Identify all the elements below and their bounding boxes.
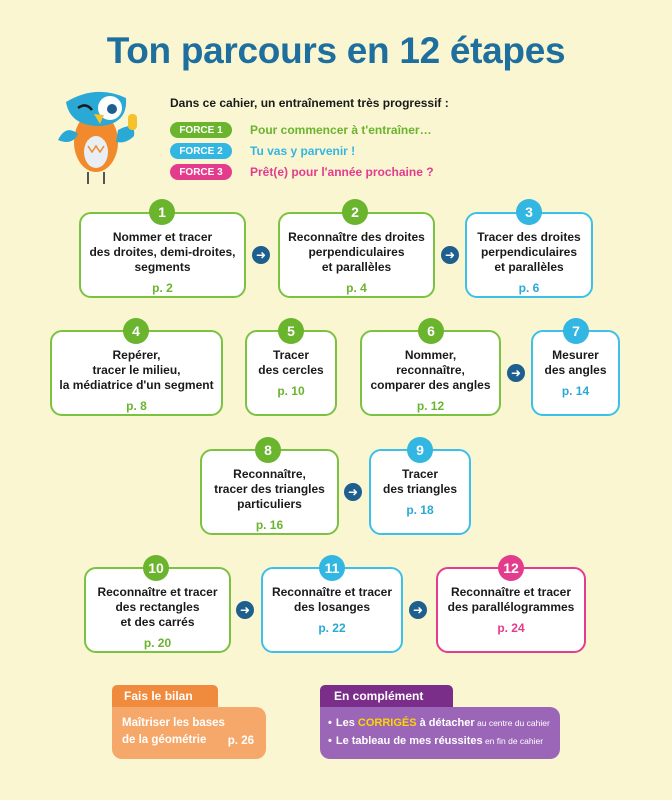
step-11-name: Reconnaître et tracer des losanges <box>271 585 393 614</box>
step-9-name: Tracer des triangles <box>382 467 458 496</box>
step-12-number: 12 <box>498 555 524 581</box>
owl-mascot-icon <box>52 80 144 188</box>
step-7-number: 7 <box>563 318 589 344</box>
bilan-tab: Fais le bilan <box>112 685 218 707</box>
step-6-name: Nommer, reconnaître, comparer des angles <box>370 348 491 392</box>
step-5-page: p. 10 <box>277 384 305 398</box>
step-1-name: Nommer et tracer des droites, demi-droites, segments <box>89 230 236 274</box>
step-2-number: 2 <box>342 199 368 225</box>
arrow-right-icon: ➜ <box>252 246 270 264</box>
force-3-badge: FORCE 3 <box>170 164 232 180</box>
arrow-right-icon: ➜ <box>344 483 362 501</box>
step-8-name: Reconnaître, tracer des triangles particuliers <box>214 467 325 511</box>
bilan-line-1: Maîtriser les bases <box>122 717 225 729</box>
level-force-3 <box>170 164 434 180</box>
step-10-page: p. 20 <box>143 636 172 650</box>
corriges-highlight: CORRIGÉS <box>357 717 417 729</box>
step-9-number: 9 <box>407 437 433 463</box>
step-11-number: 11 <box>319 555 345 581</box>
step-3-number: 3 <box>516 199 542 225</box>
step-9-page: p. 18 <box>406 503 434 517</box>
force-2-badge: FORCE 2 <box>170 143 232 159</box>
step-7-page: p. 14 <box>561 384 590 398</box>
step-5-name: Tracer des cercles <box>258 348 324 377</box>
arrow-right-icon: ➜ <box>236 601 254 619</box>
step-3-name: Tracer des droites perpendiculaires et parallèles <box>477 230 581 274</box>
step-4-number: 4 <box>123 318 149 344</box>
complement-row-tableau: • Le tableau de mes réussites en fin de cahier <box>328 732 552 750</box>
step-6-number: 6 <box>418 318 444 344</box>
step-6-page: p. 12 <box>416 399 445 413</box>
step-2-page: p. 4 <box>346 281 367 295</box>
bilan-line-2: de la géométrie <box>122 734 207 746</box>
step-12-page: p. 24 <box>497 621 525 635</box>
complement-tab: En complément <box>320 685 453 707</box>
level-force-1 <box>170 122 432 138</box>
step-1-page: p. 2 <box>152 281 173 295</box>
complement-row-corriges: • Les CORRIGÉS à détacher au centre du cahier <box>328 714 552 732</box>
step-12-name: Reconnaître et tracer des parallélogrammes <box>447 585 575 614</box>
bilan-box[interactable] <box>112 707 266 759</box>
step-3-page: p. 6 <box>518 281 540 295</box>
step-4-page: p. 8 <box>126 399 147 413</box>
step-7-name: Mesurer des angles <box>544 348 607 377</box>
step-8-number: 8 <box>255 437 281 463</box>
complement-box <box>320 707 560 759</box>
step-1-number: 1 <box>149 199 175 225</box>
intro-text: Dans ce cahier, un entraînement très progressif : <box>170 96 449 110</box>
arrow-right-icon: ➜ <box>441 246 459 264</box>
force-2-text: Tu vas y parvenir ! <box>250 144 356 158</box>
step-8-page: p. 16 <box>255 518 284 532</box>
force-1-text: Pour commencer à t'entraîner… <box>250 123 432 137</box>
step-5-number: 5 <box>278 318 304 344</box>
arrow-right-icon: ➜ <box>409 601 427 619</box>
step-10-number: 10 <box>143 555 169 581</box>
bilan-page: p. 26 <box>227 735 254 747</box>
step-4-name: Repérer, tracer le milieu, la médiatrice d'un segment <box>59 348 214 392</box>
arrow-right-icon: ➜ <box>507 364 525 382</box>
force-3-text: Prêt(e) pour l'année prochaine ? <box>250 165 434 179</box>
step-2-name: Reconnaître des droites perpendiculaires et parallèles <box>288 230 425 274</box>
step-11-page: p. 22 <box>318 621 346 635</box>
level-force-2 <box>170 143 355 159</box>
force-1-badge: FORCE 1 <box>170 122 232 138</box>
step-10-name: Reconnaître et tracer des rectangles et des carrés <box>97 585 218 629</box>
page-title: Ton parcours en 12 étapes <box>106 30 566 71</box>
